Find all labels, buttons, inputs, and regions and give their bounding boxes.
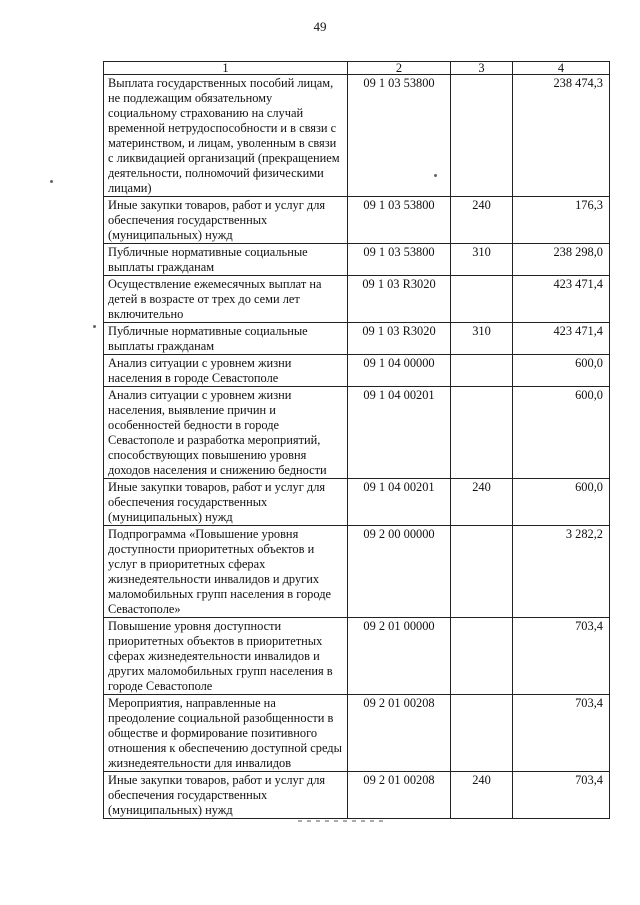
row-name: Выплата государственных пособий лицам, не подлежащим обязательному социальному страхованию на случай временной нетрудоспособности и в связи с материнством, и лицам, уволенным в связи с ликвидацией организаций (прекращением деятельности, полномочий физическими лицами): [104, 75, 348, 197]
row-type: 240: [451, 479, 513, 526]
table-row: [104, 387, 610, 479]
row-name: Мероприятия, направленные на преодоление социальной разобщенности в обществе и формирование позитивного отношения к обеспечению доступной среды жизнедеятельности для инвалидов: [104, 695, 348, 772]
table-row: [104, 323, 610, 355]
row-name: Анализ ситуации с уровнем жизни населения в городе Севастополе: [104, 355, 348, 387]
row-code: 09 2 01 00000: [348, 618, 451, 695]
table-row: [104, 197, 610, 244]
row-code: 09 1 04 00201: [348, 387, 451, 479]
column-header-amount: 4: [513, 62, 610, 75]
row-name: Иные закупки товаров, работ и услуг для обеспечения государственных (муниципальных) нужд: [104, 772, 348, 819]
row-amount: 703,4: [513, 695, 610, 772]
table-row: [104, 75, 610, 197]
row-type: 240: [451, 197, 513, 244]
scan-speck: [434, 174, 437, 177]
row-type: [451, 75, 513, 197]
row-name: Осуществление ежемесячных выплат на детей в возрасте от трех до семи лет включительно: [104, 276, 348, 323]
row-code: 09 1 03 53800: [348, 197, 451, 244]
row-name: Подпрограмма «Повышение уровня доступности приоритетных объектов и услуг в приоритетных сферах жизнедеятельности инвалидов и других маломобильных групп населения в городе Севастополе»: [104, 526, 348, 618]
row-amount: 3 282,2: [513, 526, 610, 618]
column-header-name: 1: [104, 62, 348, 75]
row-type: 310: [451, 244, 513, 276]
row-amount: 600,0: [513, 479, 610, 526]
table-row: [104, 772, 610, 819]
row-code: 09 1 04 00000: [348, 355, 451, 387]
page-number: 49: [313, 19, 327, 34]
row-amount: 176,3: [513, 197, 610, 244]
row-name: Иные закупки товаров, работ и услуг для обеспечения государственных (муниципальных) нужд: [104, 479, 348, 526]
row-amount: 238 474,3: [513, 75, 610, 197]
column-header-type: 3: [451, 62, 513, 75]
row-type: [451, 526, 513, 618]
row-type: [451, 695, 513, 772]
row-name: Иные закупки товаров, работ и услуг для обеспечения государственных (муниципальных) нужд: [104, 197, 348, 244]
row-type: [451, 355, 513, 387]
row-amount: 703,4: [513, 772, 610, 819]
row-code: 09 1 04 00201: [348, 479, 451, 526]
row-code: 09 1 03 53800: [348, 75, 451, 197]
row-code: 09 2 00 00000: [348, 526, 451, 618]
table-header-row: [104, 62, 610, 75]
row-code: 09 1 03 R3020: [348, 323, 451, 355]
row-amount: 423 471,4: [513, 323, 610, 355]
scan-smudge: [298, 820, 384, 822]
row-code: 09 2 01 00208: [348, 772, 451, 819]
table-row: [104, 618, 610, 695]
row-type: [451, 618, 513, 695]
row-type: 240: [451, 772, 513, 819]
row-type: [451, 276, 513, 323]
row-amount: 600,0: [513, 355, 610, 387]
table-row: [104, 244, 610, 276]
row-amount: 703,4: [513, 618, 610, 695]
row-type: [451, 387, 513, 479]
row-name: Публичные нормативные социальные выплаты гражданам: [104, 244, 348, 276]
scan-speck: [50, 180, 53, 183]
row-code: 09 2 01 00208: [348, 695, 451, 772]
table-row: [104, 276, 610, 323]
row-amount: 600,0: [513, 387, 610, 479]
row-code: 09 1 03 R3020: [348, 276, 451, 323]
row-name: Повышение уровня доступности приоритетных объектов в приоритетных сферах жизнедеятельности инвалидов и других маломобильных групп населения в городе Севастополе: [104, 618, 348, 695]
scan-speck: [93, 325, 96, 328]
row-amount: 238 298,0: [513, 244, 610, 276]
row-amount: 423 471,4: [513, 276, 610, 323]
table-row: [104, 355, 610, 387]
row-name: Анализ ситуации с уровнем жизни населения, выявление причин и особенностей бедности в городе Севастополе и разработка мероприятий, способствующих повышению уровня доходов населения и снижению бедности: [104, 387, 348, 479]
table-row: [104, 479, 610, 526]
table-row: [104, 526, 610, 618]
budget-table: [103, 61, 610, 819]
row-code: 09 1 03 53800: [348, 244, 451, 276]
row-type: 310: [451, 323, 513, 355]
row-name: Публичные нормативные социальные выплаты гражданам: [104, 323, 348, 355]
column-header-code: 2: [348, 62, 451, 75]
table-row: [104, 695, 610, 772]
